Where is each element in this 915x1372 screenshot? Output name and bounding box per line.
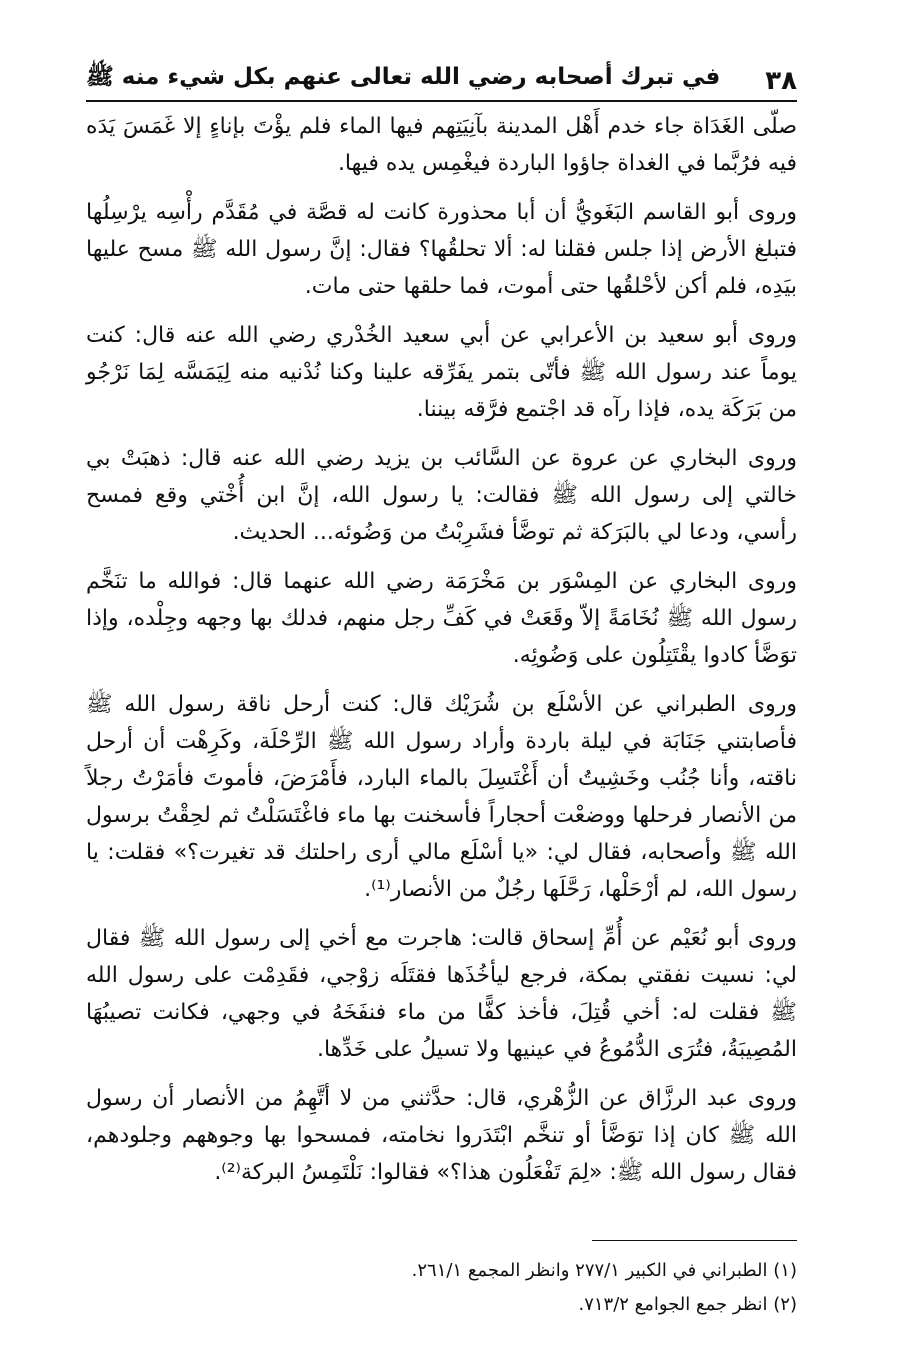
paragraph: وروى البخاري عن المِسْوَر بن مَخْرَمَة رضي الله عنهما قال: فوالله ما تنَخَّم رسول الله ﷺ نُخَامَةً إلاّ وقَعَتْ في كَفِّ رجل منهم، فدلك بها وجهه وجِلْده، وإذا توَضَّأ كادوا يقْتَتِلُون على وَضُوئِه. xyxy=(86,569,797,668)
paragraph: وروى البخاري عن عروة عن السَّائب بن يزيد رضي الله عنه قال: ذهبَتْ بي خالتي إلى رسول الله ﷺ فقالت: يا رسول الله، إنَّ ابن أُخْتي وقع فمسح رأسي، ودعا لي بالبَرَكة ثم توضَّأ فشَرِبْتُ من وَضُوئه... الحديث. xyxy=(86,446,797,545)
paragraph: صلّى الغَدَاة جاء خدم أَهْل المدينة بآنِيَتِهم فيها الماء فلم يؤْتَ بإناءٍ إلا غَمَسَ يَدَه فيه فرُبَّما في الغداة جاؤوا الباردة فيغْمِس يده فيها. xyxy=(86,114,797,176)
paragraph: وروى أبو سعيد بن الأعرابي عن أبي سعيد الخُدْري رضي الله عنه قال: كنت يوماً عند رسول الله ﷺ فأتّى بتمر يفَرِّقه علينا وكنا نُدْنيه منه لِيَمَسَّه لِمَا نَرْجُو من بَرَكَة يده، فإذا رآه قد اجْتمع فرَّقه بيننا. xyxy=(86,323,797,422)
page-number: ٣٨ xyxy=(765,66,797,96)
footnote: (١) الطبراني في الكبير ٢٧٧/١ وانظر المجمع ٢٦١/١. xyxy=(411,1260,797,1281)
footnotes xyxy=(86,1254,797,1322)
footnote: (٢) انظر جمع الجوامع ٧١٣/٢. xyxy=(578,1294,797,1315)
running-title: في تبرك أصحابه رضي الله تعالى عنهم بكل شيء منه ﷺ xyxy=(86,64,721,90)
page-header xyxy=(86,44,797,102)
footnote-divider xyxy=(592,1240,797,1241)
paragraph: وروى الطبراني عن الأسْلَع بن شُرَيْك قال: كنت أرحل ناقة رسول الله ﷺ فأصابتني جَنَابَة في ليلة باردة وأراد رسول الله ﷺ الرِّحْلَة، وكَرِهْت أن أرحل ناقته، وأنا جُنُب وخَشِيتُ أن أَغْتَسِلَ بالماء البارد، فأَمْرَضَ، فأموتَ فأمَرْتُ رجلاً من الأنصار فرحلها ووضعْت أحجاراً فأسخنت بها ماء فاغْتَسَلْتُ ثم لحِقْتُ برسول الله ﷺ وأصحابه، فقال لي: «يا أسْلَع مالي أرى راحلتك قد تغيرت؟» فقلت: يا رسول الله، لم أرْحَلْها، رَحَّلَها رجُلٌ من الأنصار⁽¹⁾. xyxy=(86,692,797,902)
paragraph: وروى أبو القاسم البَغَويُّ أن أبا محذورة كانت له قصَّة في مُقَدَّم رأْسِه يرْسِلُها فتبلغ الأرض إذا جلس فقلنا له: ألا تحلقُها؟ فقال: إنَّ رسول الله ﷺ مسح عليها بيَدِه، فلم أكن لأحْلقُها حتى أموت، فما حلقها حتى مات. xyxy=(86,200,797,299)
paragraph: وروى أبو نُعَيْم عن أُمِّ إسحاق قالت: هاجرت مع أخي إلى رسول الله ﷺ فقال لي: نسيت نفقتي بمكة، فرجع ليأخُذَها فقتَلَه زوْجي، فقَدِمْت على رسول الله ﷺ فقلت له: أخي قُتِلَ، فأخذ كفًّا من ماء فنفَخَهُ في وجهي، فكانت تصيبُهَا المُصِيبَةُ، فتُرَى الدُّمُوعُ في عينيها ولا تسيلُ على خَدِّها. xyxy=(86,926,797,1062)
main-text xyxy=(86,108,797,1203)
paragraph: وروى عبد الرزَّاق عن الزُّهْري، قال: حدَّثني من لا أتَّهِمُ من الأنصار أن رسول الله ﷺ كان إذا توَضَّأ أو تنخَّم ابْتَدَروا نخامته، فمسحوا بها وجوههم وجلودهم، فقال رسول الله ﷺ: «لِمَ تَفْعَلُون هذا؟» فقالوا: نَلْتَمِسُ البركة⁽²⁾. xyxy=(86,1086,797,1185)
